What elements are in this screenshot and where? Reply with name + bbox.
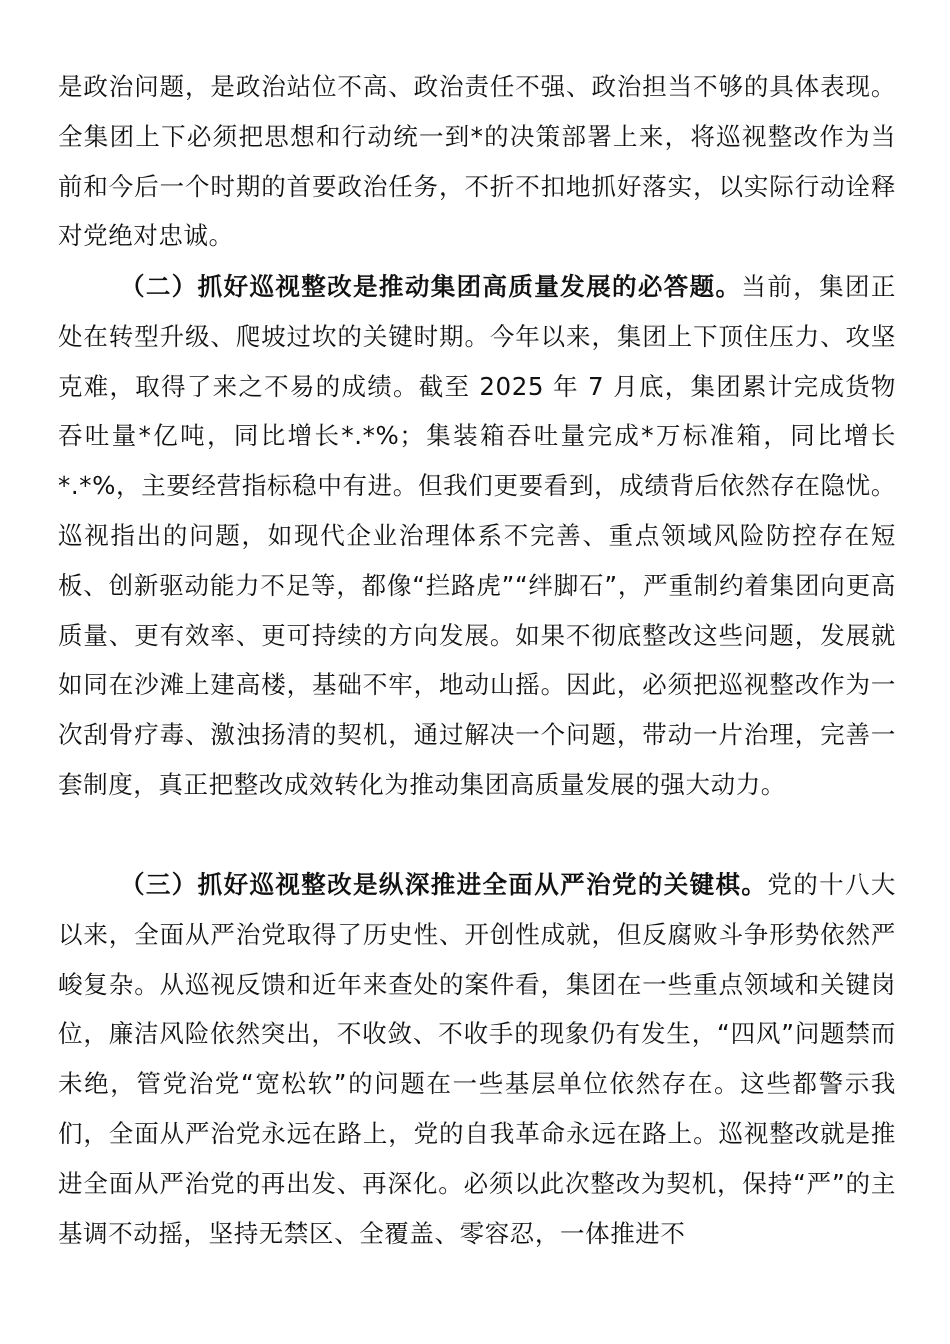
paragraph-2-heading: （二）抓好巡视整改是推动集团高质量发展的必答题。 — [120, 272, 742, 301]
paragraph-3 — [58, 860, 896, 1258]
paragraph-2-text: 当前，集团正处在转型升级、爬坡过坎的关键时期。今年以来，集团上下顶住压力、攻坚克难，取得了来之不易的成绩。截至 2025 年 7 月底，集团累计完成货物吞吐量*亿吨，同比增长*.*%；集装箱吞吐量完成*万标准箱，同比增长*.*%，主要经营指标稳中有进。但我们更要看到，成绩背后依然存在隐忧。巡视指出的问题，如现代企业治理体系不完善、重点领域风险防控存在短板、创新驱动能力不足等，都像“拦路虎”“绊脚石”，严重制约着集团向更高质量、更有效率、更可持续的方向发展。如果不彻底整改这些问题，发展就如同在沙滩上建高楼，基础不牢，地动山摇。因此，必须把巡视整改作为一次刮骨疗毒、激浊扬清的契机，通过解决一个问题，带动一片治理，完善一套制度，真正把整改成效转化为推动集团高质量发展的强大动力。 — [58, 272, 896, 799]
paragraph-3-text: 党的十八大以来，全面从严治党取得了历史性、开创性成就，但反腐败斗争形势依然严峻复杂。从巡视反馈和近年来查处的案件看，集团在一些重点领域和关键岗位，廉洁风险依然突出，不收敛、不收手的现象仍有发生，“四风”问题禁而未绝，管党治党“宽松软”的问题在一些基层单位依然存在。这些都警示我们，全面从严治党永远在路上，党的自我革命永远在路上。巡视整改就是推进全面从严治党的再出发、再深化。必须以此次整改为契机，保持“严”的主基调不动摇，坚持无禁区、全覆盖、零容忍，一体推进不 — [58, 870, 897, 1248]
paragraph-1-text: 是政治问题，是政治站位不高、政治责任不强、政治担当不够的具体表现。全集团上下必须把思想和行动统一到*的决策部署上来，将巡视整改作为当前和今后一个时期的首要政治任务，不折不扣地抓好落实，以实际行动诠释对党绝对忠诚。 — [58, 72, 896, 251]
paragraph-1 — [58, 62, 896, 261]
paragraph-3-heading: （三）抓好巡视整改是纵深推进全面从严治党的关键棋。 — [120, 870, 768, 899]
paragraph-2 — [58, 262, 896, 810]
